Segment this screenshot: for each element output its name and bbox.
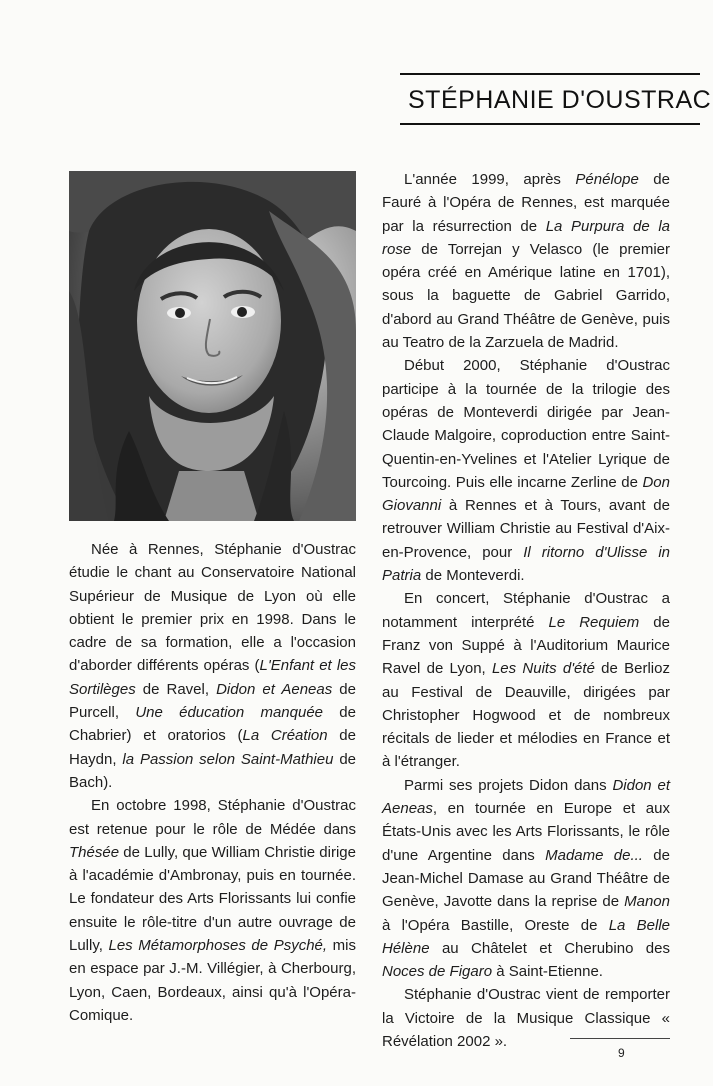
paragraph (382, 354, 670, 587)
page-number: 9 (618, 1046, 625, 1060)
work-title: Madame de... (545, 846, 643, 864)
paragraph (69, 794, 356, 1027)
text-run: de Jean-Michel Damase au Grand Théâtre de Genève, Javotte dans la reprise de (382, 846, 670, 911)
text-run: de Torrejan y Velasco (le premier opéra créé en Amérique latine en 1701), sous la baguette de Gabriel Garrido, d'abord au Grand Théâtre de Genève, puis au Teatro de la Zarzuela de Madrid. (382, 240, 670, 352)
text-run: de Berlioz au Festival de Deauville, dirigées par Christopher Hogwood et de nombreux récitals de lieder et mélodies en France et à l'étranger. (382, 660, 670, 771)
text-run: L'année 1999, après (404, 171, 576, 188)
work-title: Noces de Figaro (382, 963, 493, 981)
footer-rule (570, 1038, 670, 1039)
paragraph (69, 538, 356, 794)
paragraph (382, 774, 670, 984)
text-run: En concert, Stéphanie d'Oustrac a notamment interprété (382, 590, 670, 631)
page-title: STÉPHANIE D'OUSTRAC (408, 86, 712, 114)
text-run: de Lully, que William Christie dirige à l'académie d'Ambronay, puis en tournée. Le fondateur des Arts Florissants lui confie ensuite le rôle-titre d'un autre ouvrage de Lully, (69, 843, 356, 955)
work-title: Didon et Aeneas (382, 776, 670, 818)
text-run: , en tournée en Europe et aux États-Unis avec les Arts Florissants, le rôle d'une Argentine dans (382, 800, 670, 864)
text-run: de Fauré à l'Opéra de Rennes, est marquée par la résurrection de (382, 171, 670, 235)
work-title: Manon (624, 893, 670, 911)
paragraph (382, 168, 670, 354)
text-run: de Monteverdi. (421, 567, 525, 585)
work-title: Thésée (69, 843, 120, 861)
text-run: de Purcell, (69, 680, 356, 722)
text-run: au Châtelet et Cherubino des (429, 939, 670, 957)
text-run: à Rennes et à Tours, avant de retrouver William Christie au Festival d'Aix-en-Provence, pour (382, 497, 670, 561)
work-title: Le Requiem (548, 613, 640, 631)
text-run: Née à Rennes, Stéphanie d'Oustrac étudie le chant au Conservatoire National Supérieur de Musique de Lyon où elle obtient le premier prix en 1998. Dans le cadre de sa formation, elle a l'occasion d'aborder différents opéras ( (69, 541, 356, 675)
portrait-photo-drawing (69, 171, 356, 521)
portrait-photo (69, 171, 356, 521)
header-rule-top (400, 73, 700, 75)
work-title: La Purpura de la rose (382, 217, 670, 258)
text-run: de Bach). (69, 750, 357, 791)
text-run: de Chabrier) et oratorios ( (69, 704, 356, 745)
right-column (382, 168, 670, 1053)
text-run: Début 2000, Stéphanie d'Oustrac participe à la tournée de la trilogie des opéras de Monteverdi dirigée par Jean-Claude Malgoire, coproduction entre Saint-Quentin-en-Yvelines et l'Atelier Lyrique de Tourcoing. Puis elle incarne Zerline de (382, 357, 670, 491)
text-run: mis en espace par J.-M. Villégier, à Cherbourg, Lyon, Caen, Bordeaux, ainsi qu'à l'Opéra-Comique. (69, 937, 356, 1024)
text-run: à l'Opéra Bastille, Oreste de (382, 916, 609, 934)
text-run: de Ravel, (135, 680, 217, 698)
text-run: à Saint-Etienne. (492, 963, 603, 981)
work-title: La Création (242, 727, 328, 745)
text-run: de Franz von Suppé à l'Auditorium Maurice Ravel de Lyon, (382, 613, 670, 678)
text-run: de Haydn, (69, 727, 356, 768)
work-title: Les Nuits d'été (491, 660, 595, 678)
work-title: La Belle Hélène (382, 916, 670, 957)
paragraph (382, 983, 670, 1053)
work-title: Les Métamorphoses de Psyché, (108, 937, 328, 955)
paragraph (382, 587, 670, 773)
text-run: En octobre 1998, Stéphanie d'Oustrac est retenue pour le rôle de Médée dans (69, 797, 356, 838)
text-run: Stéphanie d'Oustrac vient de remporter la Victoire de la Musique Classique « Révélation 2002 ». (382, 986, 670, 1050)
header-rule-bottom (400, 123, 700, 125)
work-title: Pénélope (575, 171, 639, 188)
left-column (69, 538, 356, 1027)
work-title: Didon et Aeneas (216, 680, 333, 698)
work-title: Une éducation manquée (135, 704, 324, 722)
work-title: L'Enfant et les Sortilèges (69, 657, 357, 698)
work-title: Don Giovanni (382, 473, 670, 515)
text-run: Parmi ses projets Didon dans (404, 776, 613, 794)
work-title: la Passion selon Saint-Mathieu (122, 750, 334, 768)
work-title: Il ritorno d'Ulisse in Patria (382, 543, 670, 585)
